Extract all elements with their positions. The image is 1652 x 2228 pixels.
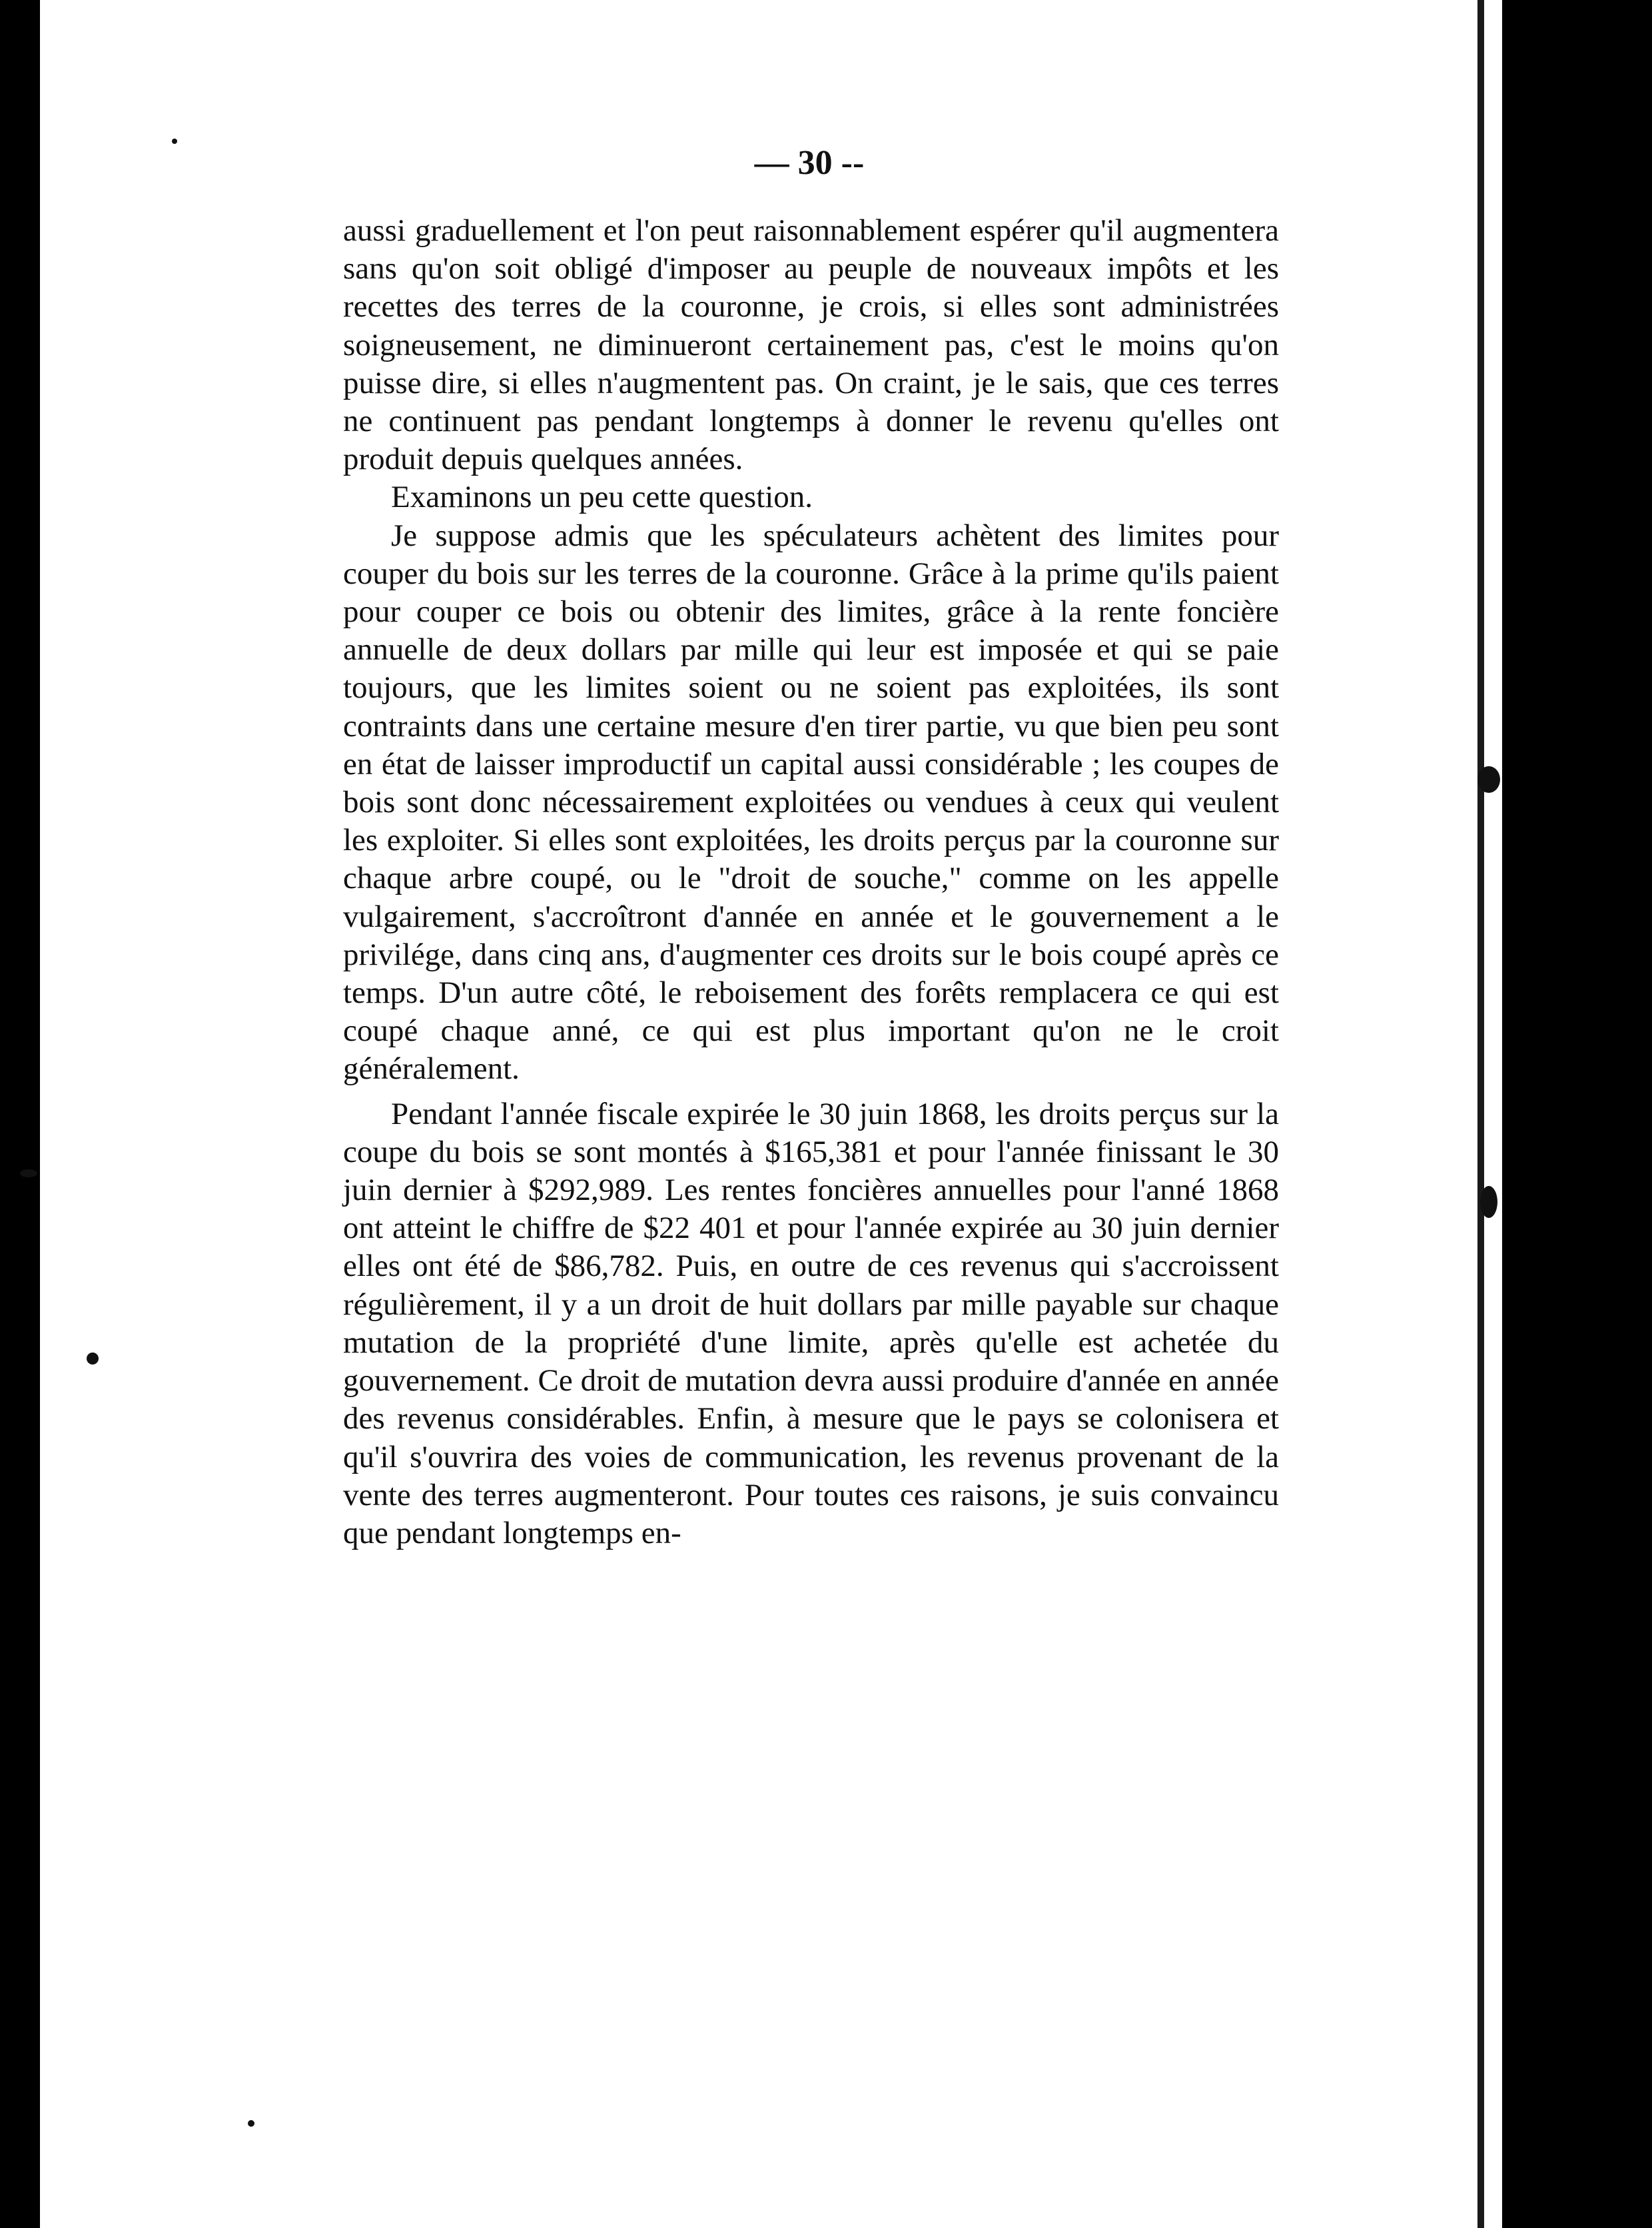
paragraph-2: Examinons un peu cette question. — [391, 480, 813, 515]
scan-speck — [87, 1353, 99, 1365]
page-fold-line — [1477, 0, 1484, 2228]
paragraph-4: Pendant l'année fiscale expirée le 30 juin 1868, les droits perçus sur la coupe du bois se sont montés à $165,381 et pour l'année finissant le 30 juin dernier à $292,989. Les rentes foncières annuelles pour l'anné 1868 ont atteint le chiffre de $22 401 et pour l'année expirée au 30 juin dernier elles ont été de $86,782. Puis, en outre de ces revenus qui s'accroissent régulièrement, il y a un droit de huit dollars par mille payable sur chaque mutation de la propriété d'une limite, après qu'elle est achetée du gouvernement. Ce droit de mutation devra aussi produire d'année en année des revenus considérables. Enfin, à mesure que le pays se colonisera et qu'il s'ouvrira des voies de communication, les revenus provenant de la vente des terres augmenteront. Pour toutes ces raisons, je suis convaincu que pendant longtemps en- — [343, 1096, 1279, 1550]
paragraph-3: Je suppose admis que les spéculateurs achètent des limites pour couper du bois sur les terres de la couronne. Grâce à la prime qu'ils paient pour couper ce bois ou obtenir des limites, grâce à la rente foncière annuelle de deux dollars par mille qui leur est imposée et qui se paie toujours, que les limites soient ou ne soient pas exploitées, ils sont contraints dans une certaine mesure d'en tirer partie, vu que bien peu sont en état de laisser improductif un capital aussi considérable ; les coupes de bois sont donc nécessairement exploitées ou vendues à ceux qui veulent les exploiter. Si elles sont exploitées, les droits perçus par la couronne sur chaque arbre coupé, ou le "droit de souche," comme on les appelle vulgairement, s'accroîtront d'année en année et le gouvernement a le privilége, dans cinq ans, d'augmenter ces droits sur le bois coupé après ce temps. D'un autre côté, le reboisement des forêts remplacera ce qui est coupé chaque anné, ce qui est plus important qu'on ne le croit généralement. — [343, 518, 1279, 1087]
page-number: — 30 -- — [754, 144, 865, 182]
paragraph-1: aussi graduellement et l'on peut raisonnablement espérer qu'il augmentera sans qu'on soit obligé d'imposer au peuple de nouveaux impôts et les recettes des terres de la couronne, je crois, si elles sont administrées soigneusement, ne diminueront certainement pas, c'est le moins qu'on puisse dire, si elles n'augmentent pas. On craint, je le sais, que ces terres ne continuent pas pendant longtemps à donner le revenu qu'elles ont produit depuis quelques années. — [343, 213, 1279, 477]
scan-speck — [248, 2120, 254, 2127]
scan-speck — [20, 1169, 37, 1177]
scan-speck — [1480, 1186, 1497, 1218]
body-text — [343, 212, 1279, 1552]
scan-speck — [172, 139, 177, 144]
scan-speck — [1477, 766, 1500, 793]
